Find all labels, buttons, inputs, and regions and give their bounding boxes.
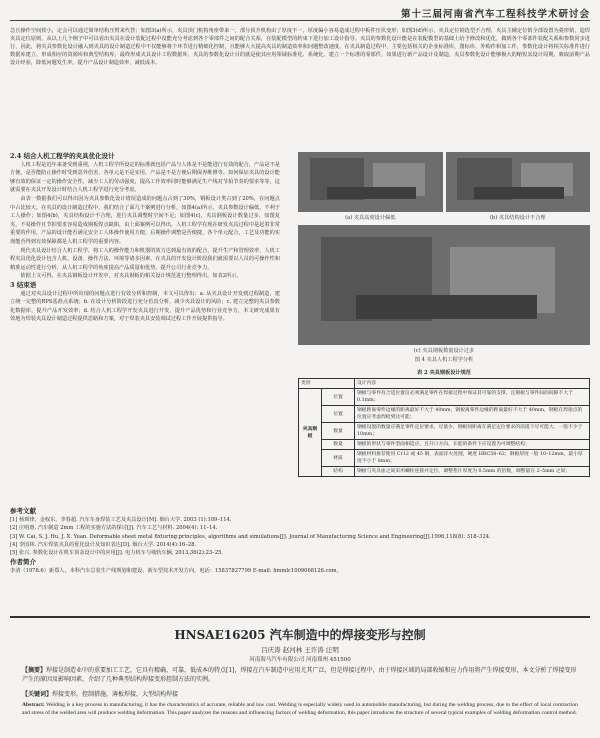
- keywords-text: 焊接变形，控制措施，薄板焊接，大型结构焊接: [52, 691, 179, 698]
- table-cell: 结构: [322, 467, 355, 477]
- table-cell: 钢板设置的数量应满足零件定位要求，尽量少，钢板间距离在满足定位要求的前提下尽可能大，一般不少于 10mm；: [355, 423, 590, 440]
- table-cell: 钢板的形状与零件型面相适应，且开口方向，在能的条件下应设置为可调整结构；: [355, 440, 590, 450]
- abstract-en-text: Welding is a key process in manufacturing, it has the characteristics of accurate, reliable and low cost. Welding is especially widely used in automobile manufacturing, but during the welding process, due to the effect of local contraction and stress of the welded area will produce welding deformation. This paper analyzes the reasons and influencing factors of welding deformation, this paper introduces the structure of several typical examples of welding deformation control method.: [22, 702, 578, 716]
- table-2: [298, 378, 590, 477]
- paragraph: 由表一数据我们可以得出因为夹具参数化设计错误造成的问题点占到了30%，钢板设计类占到了20%，在问题点中占比较大。在夹具的设计制造过程中，我们结合了面几个案例进行分析，如图4(a)所示，夹具参数设计偏低，不利于工人操作；如图4(b)，夹具结构设计不合理，进行夹具调整时空间不足；如图4(c)，夹具钢板设计数量过多，如图复夹，不易操作且节拍要求容易造成钢板焊点缺陷，由上面案例可以得出，人机工程学在现在研发夹具过程中是起着非常重要的作用，产品的设计能否满足安全工人体操作使用方便，后期操作调整是否便捷，各个单元配合，工艺及功能的实现能否得到有效保障都是人机工程学的重要内容。: [10, 195, 280, 245]
- keywords-label: 【关键词】: [22, 691, 53, 698]
- table-header-cell: 类别: [299, 379, 355, 389]
- table-cell: 位置: [322, 389, 355, 406]
- references-heading: 参考文献: [10, 507, 36, 515]
- article-affiliation: 河南海马汽车有限公司 河南郑州 451500: [249, 657, 351, 663]
- section-3-heading: 3 结束语: [10, 280, 37, 289]
- figure-4b-caption: (b) 夹具结构设计不合理: [489, 215, 546, 221]
- table-row: [299, 423, 590, 440]
- abstract-en-label: Abstract:: [22, 702, 45, 708]
- reference-item: [5] 张兴. 参数化设计在机车顶盖设计中的应用[J]. 电力机车与城轨车辆, 2013,36(2):23–25.: [10, 550, 224, 557]
- abstract-text: 焊接是制造业中的重要加工工艺，它具有精确、可靠、低成本的特点[1]，焊接在汽车制造中应用尤其广泛，但是焊接过程中，由于焊接区域的局部收缩和应力作用将产生焊接变形，本文分析了焊接变形产生的原因及影响因素，介绍了几种典型结构焊接变形控制方法的实例。: [22, 667, 577, 683]
- reference-item: [1] 杨琐律，金权东，李春超. 汽车车身焊装工艺及夹具设计[M]. 烟台大学. 2003 (1):109–114.: [10, 517, 232, 524]
- reference-item: [2] 庄明惠. 汽车制造 2mm 工程的实施方法的探讨[J]. 汽车工艺与材料. 2004(4): 11–14.: [10, 525, 218, 532]
- figure-4b-photo: [446, 152, 591, 212]
- figure-4a-photo: [298, 152, 443, 212]
- table-row: [299, 406, 590, 423]
- article-title: HNSAE16205 汽车制造中的焊接变形与控制: [174, 628, 426, 642]
- paragraph: 现代夹具设计结合人机工程学，将工人的操作能力和机器的效力达到最有效的配合，提升生产和管理效率，人机工程夹具优化设计包含人机、设备、操作方法、环境等诸多因素，在夹具的开发设计阶段我们就需要以人员的可操作性和精准运动性进行分析，从人机工程学的角度提高产品质量和优势，提升公司行业竞争力。: [10, 247, 280, 271]
- table-cell: 数量: [322, 423, 355, 440]
- left-column: [10, 152, 280, 324]
- paragraph: 通过对夹具设计过程中所出现的问题点进行有效分析和控制，本文可以得出：a. 从夹具设计开发到过程制造，建立统一完整的RPS基准点系统；b. 在设计分析阶段进行充分仿真分析，减少夹具设计的风险；c. 建立完整的夹具参数化数据库，提升产品开发效率；d. 结合人机工程学开发夹具进行开发，提升产品优势和行业竞争力，本文研究成果有效地为焊装夹具设计制造过程提供思路和方案，对于焊装夹具安装调试过程工作开展提供指导。: [10, 290, 280, 323]
- reference-item: [3] W. Cai, S. J. Hu, J. X. Yuan. Deformable sheet metal fixturing:principles, algorithms and simulations[J]. Journal of Manufacturing Science and Engineering[J].1996,118(8): 318–324.: [10, 533, 491, 540]
- table-2-title: 表 2 夹具钢板设计规范: [417, 370, 471, 376]
- table-row: [299, 440, 590, 450]
- paragraph: 依据上文可得，在夹具钢板设计开发中，对夹具钢板的相关设计规范进行整理得出，如表2所示。: [20, 273, 242, 280]
- table-row: [299, 467, 590, 477]
- table-row: [299, 389, 590, 406]
- article-divider: [10, 616, 590, 618]
- abstract: [22, 666, 578, 684]
- figure-4c-photo: [298, 225, 590, 345]
- journal-header: 第十三届河南省汽车工程科技学术研讨会: [400, 9, 590, 20]
- table-cell: 钢板材料推荐使用 Cr12 或 45 钢，表面淬火处理，硬度 HRC58–62；钢板厚度一般 10–12mm，最小厚度不小于 8mm；: [355, 450, 590, 467]
- right-column: [298, 152, 590, 477]
- table-row: [299, 450, 590, 467]
- abstract-label: 【摘要】: [22, 667, 47, 674]
- reference-item: [4] 李国林. 汽车焊装夹具的优化设计及知识表达[D]. 烟台大学. 2014(4):16–28.: [10, 541, 197, 548]
- header-rule: [10, 20, 590, 21]
- table-header-cell: 设计内容: [355, 379, 590, 389]
- table-cell: 钢板与零件有合适位置仪必须满足零件在焊接过程中保证其可靠的支撑，且钢板与零件间的间隙不大于 0.1mm；: [355, 389, 590, 406]
- paragraph: 人机工程是近年来备受到重视，人机工程学所设定的标准就包括产品与人体是不是能进行有效的配合，产品是不是方便，是否能防止操作时受到意外伤害、各单元是不是实用，产品是不是方便后期保养维修等。如何保证夹具的设计能够有效的保证一定的操作安全性，减少工人的劳动强度，提高工作效率同时能够满足生产线对节拍节奏的要求等等，这就需要在夹具开发设计时结合人机工程学进行充分考虑。: [10, 161, 280, 194]
- figure-4c-caption: (c) 夹具钢板数量设计过多: [413, 348, 475, 354]
- keywords: [22, 690, 578, 699]
- article-authors: 吕庆涛 赵河林 王许涛 汪明: [261, 646, 339, 654]
- table-cell: 钢板距离零件边缘的距离最好不大于 40mm，钢板离零件边缘的距离最好不大于 40mm，钢板在焊接点的位置应考虑焊枪到达可能；: [355, 406, 590, 423]
- references: [10, 506, 590, 576]
- author-bio-heading: 作者简介: [10, 558, 36, 567]
- author-bio: 李清（1978.6）新郑人，本科汽车总装生产线规划和建设、新车型技术开发方向，电话：15837827799 E-mail: hmmlc1009068126.com。: [10, 568, 342, 575]
- table-group-label: 夹具钢板: [299, 389, 322, 477]
- section-2-4-heading: 2.4 结合人机工程学的夹具优化设计: [10, 152, 115, 160]
- intro-paragraph: 急且操作空间狭小，定会可以通过简单结构压臂来代替；如图3(a)所示，夹具顶门机构角座带来一，部分顶升机构由了厚度不一，厚度偏小容易造成过程中板件压伏变形；如图3(d)所示，夹具定位销选型不合理，夹具主辅定位销全部设置为菱形销，造焊夹具定位原则，从以上几个例子中可以看出夹具在设计装配过程中没能充分考虑到各个零部件之间的配合关系，在装配模型的约束下进行加工设计指导。夹具的参数化设计能是在装配模型的基础上给予修改和优化，做到各个零部件装配关系和参数同步进行，因此，将夹具参数化设计融入到夹具的设计制造过程中不仅能够将个环节进行精细化控制，且能够大大提高夹具的制造效率和问题整改速度。在夹具制造过程中，主要包括相关的企业标准库，图标库，外购件和加工件，参数化设计将相关标准件进行数据库建立，形成相应的资源库和典型结构库，最终形成夹具设计工程数据库，夹具的参数化设计目的就是使其应用领域标准化、系统化，建立一个标准的零部件，如果进行新产品设计及制造，夹具参数化设计能够极大的缩短其设计周期，吸取前期产品设计经验，降低问题发生率，提升产品设计制造效率，减低成本。: [10, 28, 590, 66]
- table-cell: 数量: [322, 440, 355, 450]
- table-header-row: [299, 379, 590, 389]
- table-cell: 位置: [322, 406, 355, 423]
- abstract-en: [22, 701, 578, 717]
- table-cell: 材质: [322, 450, 355, 467]
- figure-4-caption: 图 4 夹具人机工程学分析: [414, 357, 474, 363]
- table-cell: 钢板与夹具座之间采用螺栓连接并定位，调整垫片厚度为 0.5mm 的倍数，调整量在 2–5mm 之间；: [355, 467, 590, 477]
- figure-4a-caption: (a) 夹具高度设计偏低: [345, 215, 396, 221]
